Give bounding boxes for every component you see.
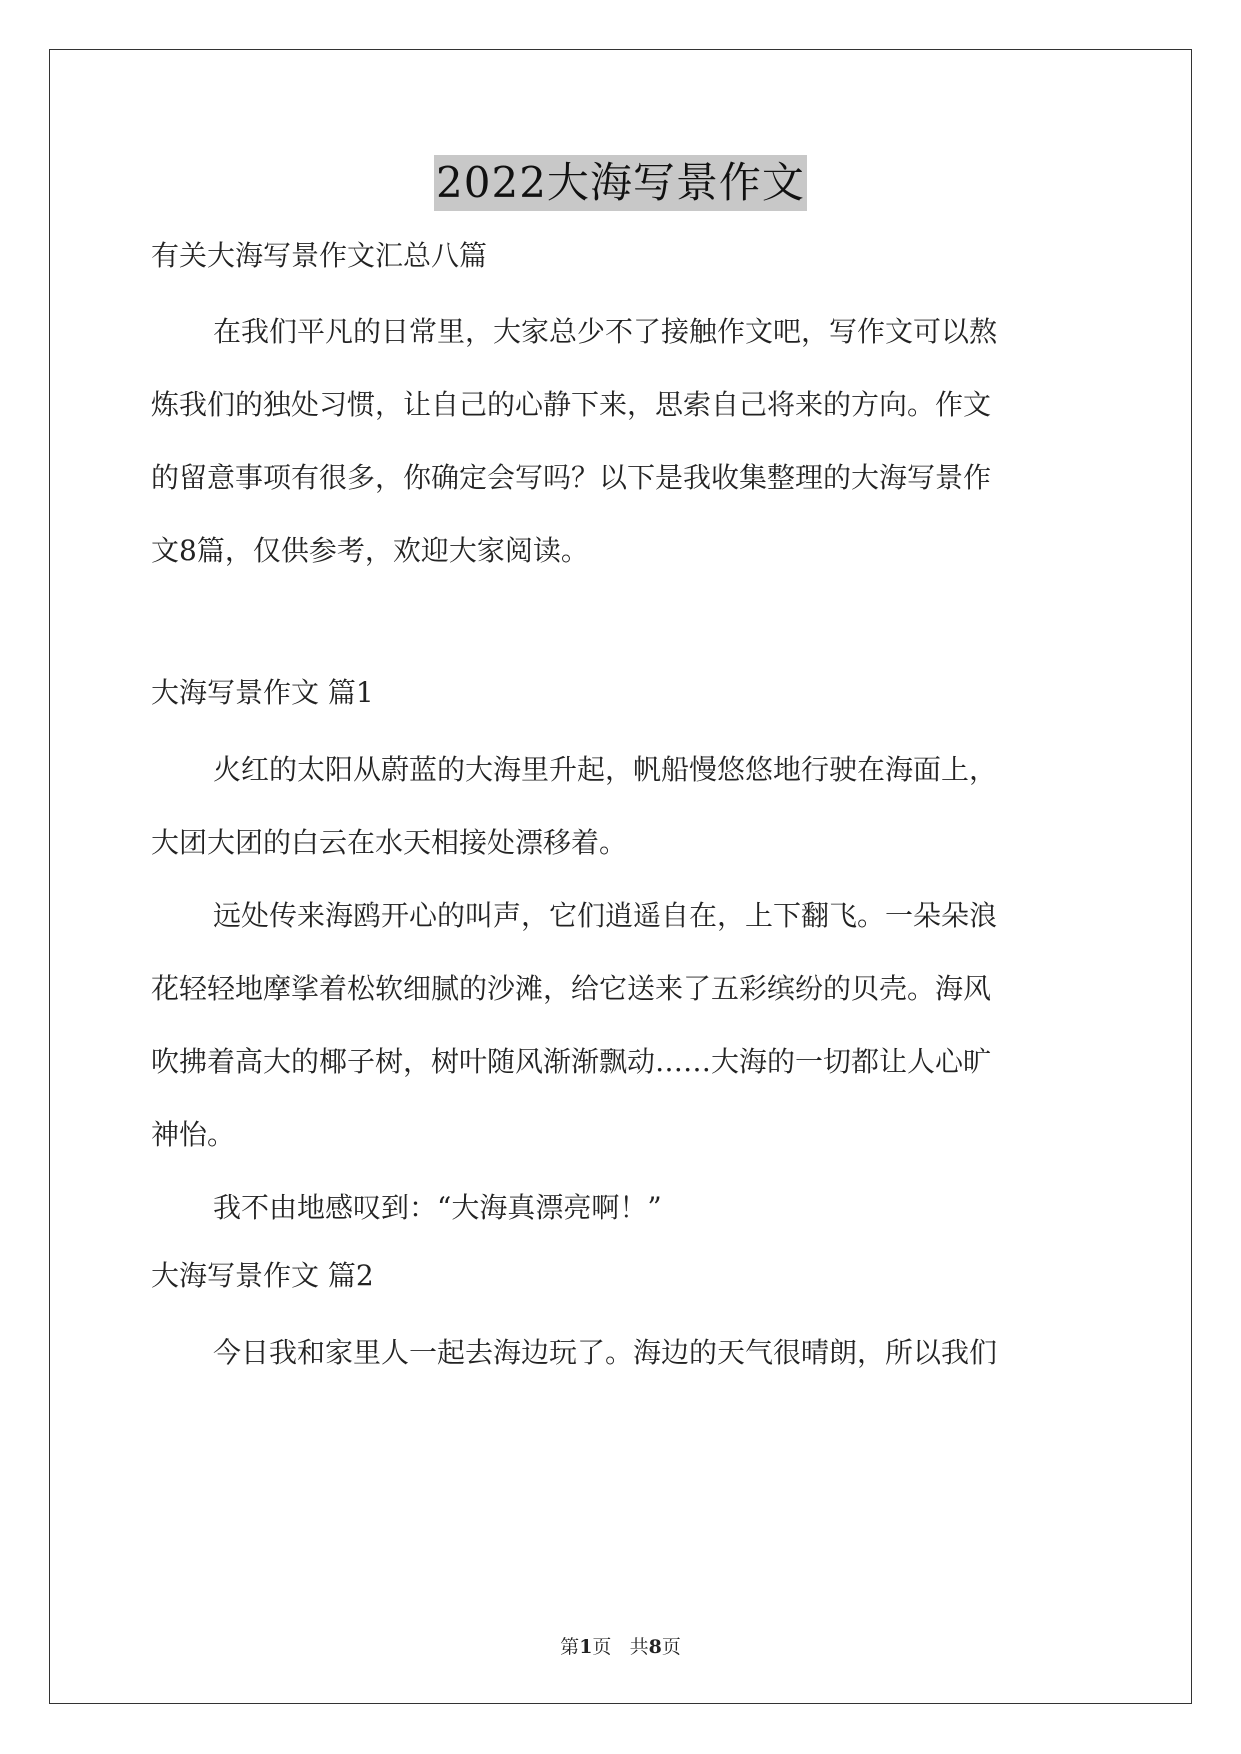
intro-line: 炼我们的独处习惯，让自己的心静下来，思索自己将来的方向。作文 bbox=[151, 388, 992, 421]
title-container bbox=[0, 155, 1241, 211]
page-footer bbox=[0, 1632, 1241, 1659]
body-line: 花轻轻地摩挲着松软细腻的沙滩，给它送来了五彩缤纷的贝壳。海风 bbox=[151, 972, 992, 1005]
intro-line: 在我们平凡的日常里，大家总少不了接触作文吧，写作文可以熬 bbox=[213, 315, 998, 348]
body-line: 远处传来海鸥开心的叫声，它们逍遥自在，上下翻飞。一朵朵浪 bbox=[213, 899, 998, 932]
document-title: 2022大海写景作文 bbox=[434, 155, 807, 211]
body-line: 神怡。 bbox=[151, 1118, 236, 1151]
body-line: 我不由地感叹到：“大海真漂亮啊！” bbox=[213, 1191, 662, 1224]
document-subtitle: 有关大海写景作文汇总八篇 bbox=[151, 239, 488, 272]
total-pages: 8 bbox=[648, 1636, 662, 1658]
page-border bbox=[49, 49, 1192, 1704]
intro-line: 的留意事项有很多，你确定会写吗？以下是我收集整理的大海写景作 bbox=[151, 461, 992, 494]
body-line: 大团大团的白云在水天相接处漂移着。 bbox=[151, 826, 628, 859]
section-heading: 大海写景作文 篇2 bbox=[151, 1259, 374, 1292]
body-line: 吹拂着高大的椰子树，树叶随风渐渐飘动……大海的一切都让人心旷 bbox=[151, 1045, 992, 1078]
intro-line: 文8篇，仅供参考，欢迎大家阅读。 bbox=[151, 534, 589, 567]
total-prefix: 共 bbox=[629, 1636, 649, 1658]
body-line: 今日我和家里人一起去海边玩了。海边的天气很晴朗，所以我们 bbox=[213, 1336, 998, 1369]
page-number: 1 bbox=[579, 1636, 593, 1658]
body-line: 火红的太阳从蔚蓝的大海里升起，帆船慢悠悠地行驶在海面上， bbox=[213, 753, 998, 786]
section-heading: 大海写景作文 篇1 bbox=[151, 676, 374, 709]
page-suffix: 页 bbox=[592, 1636, 612, 1658]
total-suffix: 页 bbox=[661, 1636, 681, 1658]
page-prefix: 第 bbox=[560, 1636, 580, 1658]
